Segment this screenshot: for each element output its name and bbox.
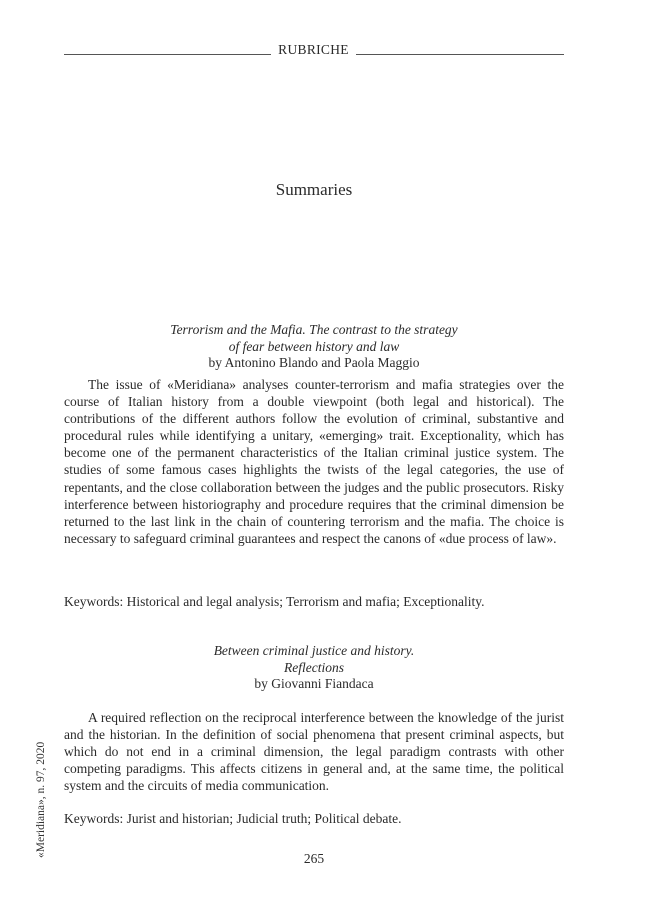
- article-abstract: The issue of «Meridiana» analyses counter-terrorism and mafia strategies over the course of Italian history from a double viewpoint (both legal and historical). The contributions of the different authors follow the evolution of criminal, substantive and procedural rules while identifying a unitary, «emerging» trait. Exceptionality, which has become one of the permanent characteristics of the Italian criminal justice system. The studies of some famous cases highlights the twists of the legal categories, the use of repentants, and the close collaboration between the judges and the public prosecutors. Risky interference between historiography and procedure requires that the criminal dimension be returned to the last link in the chain of countering terrorism and the mafia. The choice is necessary to safeguard criminal guarantees and respect the canons of «due process of law».: [64, 377, 564, 546]
- article-keywords: Keywords: Historical and legal analysis; Terrorism and mafia; Exceptionality.: [64, 594, 485, 609]
- article-heading: [64, 322, 564, 372]
- article-keywords: Keywords: Jurist and historian; Judicial truth; Political debate.: [64, 811, 402, 826]
- page-number: 265: [303, 851, 325, 866]
- page-title: Summaries: [275, 180, 353, 199]
- article-title-line: Reflections: [284, 659, 344, 675]
- section-label: RUBRICHE: [278, 42, 349, 57]
- running-header: [64, 40, 564, 60]
- article-abstract: A required reflection on the reciprocal interference between the knowledge of the jurist and the historian. In the definition of social phenomena that present criminal aspects, but which do not end in a criminal dimension, the legal paradigm contrasts with other competing paradigms. This affects citizens in general and, at the same time, the political system and the circuits of media communication.: [64, 710, 564, 794]
- article-authors: by Giovanni Fiandaca: [254, 676, 374, 691]
- header-rule-right: [356, 54, 564, 55]
- journal-citation: «Meridiana», n. 97, 2020: [35, 741, 47, 858]
- article-title-line: of fear between history and law: [228, 338, 400, 354]
- header-rule-left: [64, 54, 271, 55]
- article-title-line: Terrorism and the Mafia. The contrast to the strategy: [170, 322, 458, 337]
- article-authors: by Antonino Blando and Paola Maggio: [208, 355, 420, 370]
- article-title-line: Between criminal justice and history.: [213, 643, 415, 658]
- article-heading: [64, 643, 564, 693]
